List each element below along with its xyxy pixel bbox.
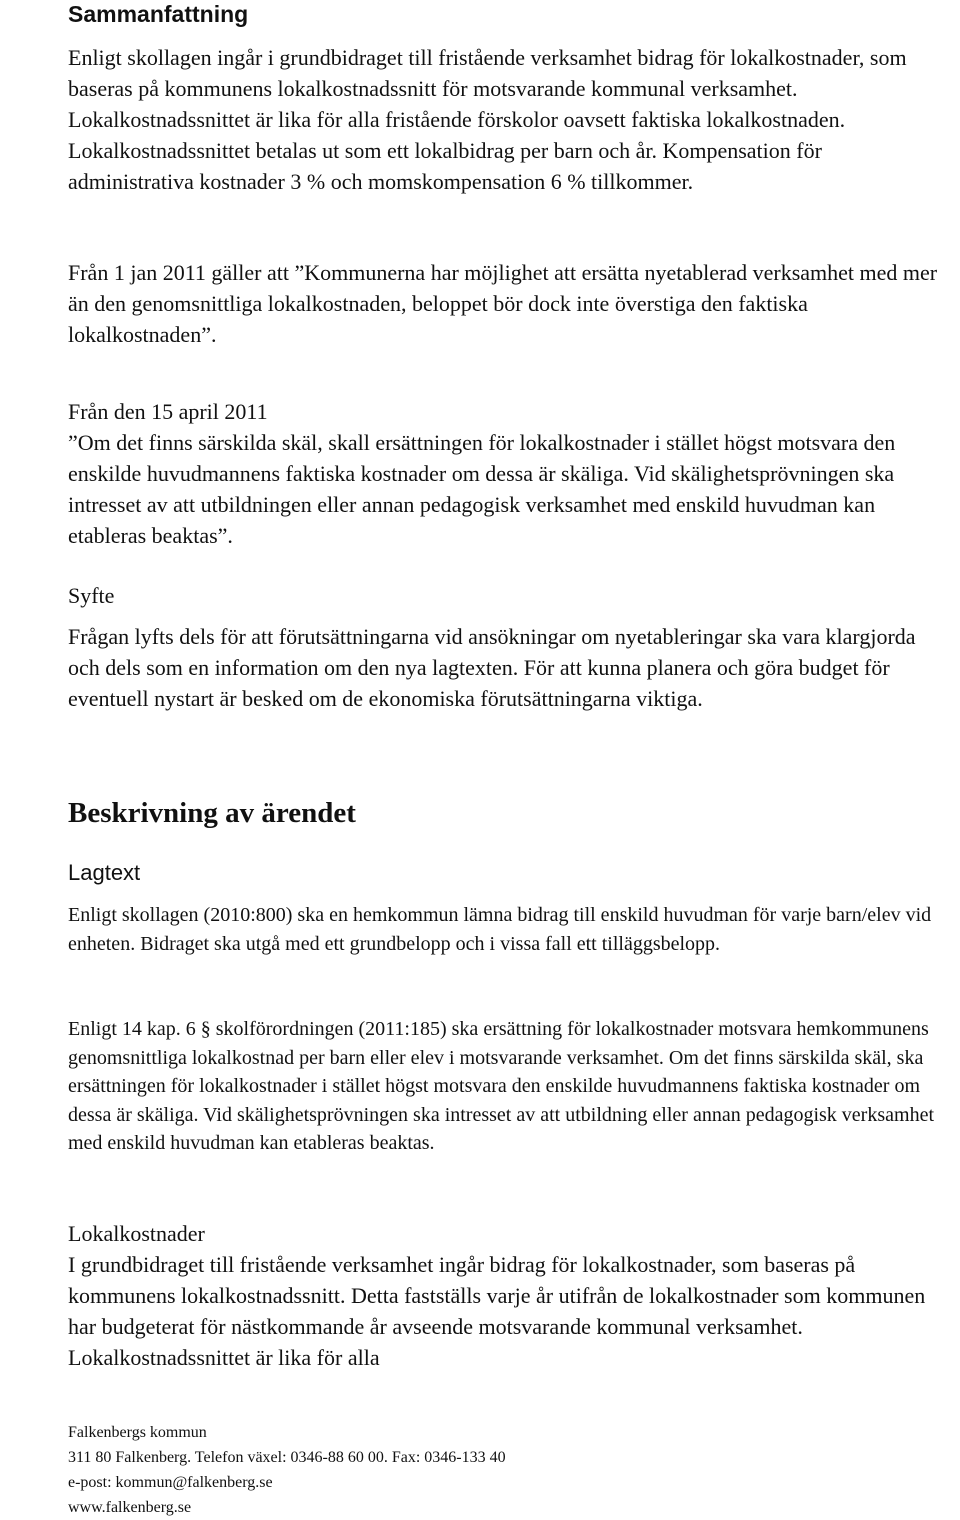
- quote-text: ”Om det finns särskilda skäl, skall ersättningen för lokalkostnader i stället högst motsvara den enskilde huvudmannens faktiska kostnader om dessa är skäliga. Vid skälighetsprövningen ska intresset av att utbildningen eller annan pedagogisk verksamhet med enskild huvudman kan etableras beaktas”.: [68, 430, 896, 548]
- footer-web: www.falkenberg.se: [68, 1499, 192, 1516]
- summary-paragraph-3: [68, 396, 943, 551]
- lokalkostnader-label: Lokalkostnader: [68, 1221, 205, 1246]
- page-footer: [68, 1420, 943, 1520]
- date-line: Från den 15 april 2011: [68, 399, 268, 424]
- syfte-label: Syfte: [68, 583, 115, 608]
- summary-heading: Sammanfattning: [68, 1, 249, 27]
- lagtext-paragraph-1: Enligt skollagen (2010:800) ska en hemkommun lämna bidrag till enskild huvudman för varje barn/elev vid enheten. Bidraget ska utgå med ett grundbelopp och i vissa fall ett tilläggsbelopp.: [68, 904, 932, 955]
- footer-email: e-post: kommun@falkenberg.se: [68, 1474, 273, 1491]
- syfte-paragraph: Frågan lyfts dels för att förutsättningarna vid ansökningar om nyetableringar ska vara klargjorda och dels som en information om den nya lagtexten. För att kunna planera och göra budget för eventuell nystart är besked om de ekonomiska förutsättningarna viktiga.: [68, 624, 916, 711]
- lagtext-paragraph-2: Enligt 14 kap. 6 § skolförordningen (2011:185) ska ersättning för lokalkostnader motsvara hemkommunens genomsnittliga lokalkostnad per barn eller elev i motsvarande verksamhet. Om det finns särskilda skäl, ska ersättningen för lokalkostnader i stället högst motsvara den enskilde huvudmannens faktiska kostnader om dessa är skäliga. Vid skälighetsprövningen ska intresset av att utbildning eller annan pedagogisk verksamhet med enskild huvudman kan etableras beaktas.: [68, 1018, 934, 1154]
- lokalkostnader-paragraph: I grundbidraget till fristående verksamhet ingår bidrag för lokalkostnader, som baseras på kommunens lokalkostnadssnitt. Detta fastställs varje år utifrån de lokalkostnader som kommunen har budgeterat för nästkommande år avseende motsvarande kommunal verksamhet. Lokalkostnadssnittet är lika för alla: [68, 1252, 926, 1370]
- footer-address: 311 80 Falkenberg. Telefon växel: 0346-88 60 00. Fax: 0346-133 40: [68, 1449, 506, 1466]
- lagtext-label: Lagtext: [68, 860, 141, 885]
- footer-org: Falkenbergs kommun: [68, 1424, 207, 1441]
- description-heading: Beskrivning av ärendet: [68, 797, 356, 829]
- summary-paragraph-2: Från 1 jan 2011 gäller att ”Kommunerna har möjlighet att ersätta nyetablerad verksamhet med mer än den genomsnittliga lokalkostnaden, beloppet bör dock inte överstiga den faktiska lokalkostnaden”.: [68, 260, 938, 347]
- summary-paragraph-1: Enligt skollagen ingår i grundbidraget till fristående verksamhet bidrag för lokalkostnader, som baseras på kommunens lokalkostnadssnitt för motsvarande kommunal verksamhet. Lokalkostnadssnittet är lika för alla fristående förskolor oavsett faktiska lokalkostnaden. Lokalkostnadssnittet betalas ut som ett lokalbidrag per barn och år. Kompensation för administrativa kostnader 3 % och momskompensation 6 % tillkommer.: [68, 45, 907, 194]
